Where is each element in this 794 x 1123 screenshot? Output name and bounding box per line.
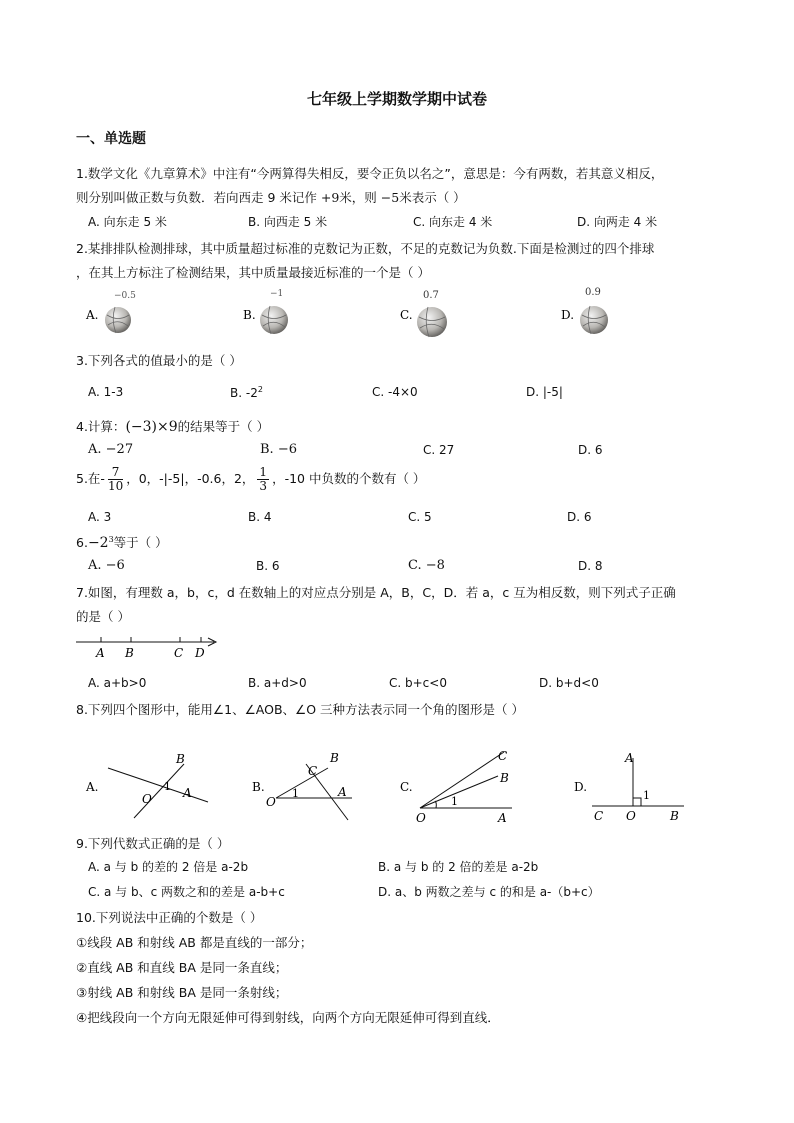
q8-figure-a[interactable] [108,752,208,818]
q6-exponent: 3 [108,534,114,544]
q4-stem [76,417,269,435]
q8-stem: 8.下列四个图形中，能用∠1、∠AOB、∠O 三种方法表示同一个角的图形是（ ） [76,702,525,717]
q8-c-label-o: O [416,811,426,825]
q8-figure-d[interactable] [592,751,684,823]
q6-option-a[interactable]: A. −6 [88,558,125,573]
q8-option-d-letter[interactable]: D. [574,780,588,794]
q6-suffix: 等于（ ） [113,535,168,550]
q6-base: −2 [87,535,109,551]
q8-d-label-1: 1 [643,789,650,802]
q5-middle: ，0，-|-5|，-0.6，2， [126,471,255,486]
q7-option-d[interactable]: D. b+d<0 [539,676,599,690]
q8-a-label-o: O [142,792,152,806]
q8-angle-figures [80,740,700,830]
q8-b-label-b: B [330,751,339,765]
q3-option-d[interactable]: D. |-5| [526,385,563,399]
q8-b-label-o: O [266,795,276,809]
q4-suffix: 的结果等于（ ） [177,419,270,434]
q4-expression: (−3)×9 [125,419,178,435]
q9-option-b[interactable]: B. a 与 b 的 2 倍的差是 a-2b [378,860,539,874]
q5-prefix: 5.在- [76,471,105,486]
q7-option-b[interactable]: B. a+d>0 [248,676,307,690]
q9-option-d[interactable]: D. a、b 两数之差与 c 的和是 a-（b+c） [378,885,600,899]
q2-option-c-letter[interactable]: C. [400,308,413,322]
q1-stem-part1: 则分别叫做正数与负数．若向西走 9 米记作 [76,190,321,205]
q7-label-d: D [195,646,205,660]
q5-frac2-denominator: 3 [259,479,268,493]
q7-option-a[interactable]: A. a+b>0 [88,676,147,690]
q1-option-d[interactable]: D. 向两走 4 米 [577,215,658,229]
q2-option-d-value: 0.9 [585,287,601,298]
q1-plus9: +9米，则 [320,190,381,205]
q6-option-b[interactable]: B. 6 [256,559,280,573]
q6-prefix: 6. [76,535,88,550]
q7-number-line [74,630,224,662]
q1-stem-line1: 1.数学文化《九章算术》中注有“今两算得失相反，要令正负以名之”，意思是：今有两数，若其意义相反， [76,166,664,181]
q7-stem-line2: 的是（ ） [76,609,130,624]
q2-ball-d-icon[interactable] [580,306,608,334]
q8-figure-c[interactable] [416,749,512,825]
q9-stem: 9.下列代数式正确的是（ ） [76,836,230,851]
q7-option-c[interactable]: C. b+c<0 [389,676,447,690]
q8-b-label-c: C [308,764,318,778]
q7-label-b: B [125,646,134,660]
q2-volleyball-figures [80,284,640,340]
q1-stem-line2 [76,188,466,206]
q7-label-c: C [174,646,184,660]
q7-label-a: A [96,646,105,660]
page-title: 七年级上学期数学期中试卷 [306,90,487,108]
q2-option-c-value: 0.7 [423,290,439,301]
q10-item-2: ②直线 AB 和直线 BA 是同一条直线； [76,960,288,975]
q3-option-b[interactable] [230,385,263,400]
q5-option-b[interactable]: B. 4 [248,510,272,524]
q2-ball-c-icon[interactable] [417,307,447,337]
q1-option-b[interactable]: B. 向西走 5 米 [248,215,328,229]
q4-option-d[interactable]: D. 6 [578,443,603,457]
q8-d-label-a: A [625,751,634,765]
q10-item-4: ④把线段向一个方向无限延伸可得到射线，向两个方向无限延伸可得到直线． [76,1010,500,1025]
q2-ball-a-icon[interactable] [105,307,131,333]
q5-suffix: ，-10 中负数的个数有（ ） [272,471,426,486]
q10-item-3: ③射线 AB 和射线 BA 是同一条射线； [76,985,288,1000]
q3-option-c[interactable]: C. -4×0 [372,385,418,399]
q8-a-label-a: A [183,786,192,800]
q4-option-c[interactable]: C. 27 [423,443,455,457]
q5-fraction-one-third [257,466,269,493]
q8-c-label-c: C [498,749,508,763]
q8-option-a-letter[interactable]: A. [86,780,99,794]
q5-frac1-numerator: 7 [108,466,123,480]
q2-option-b-value: −1 [270,289,284,299]
q7-stem-line1: 7.如图，有理数 a，b，c，d 在数轴上的对应点分别是 A，B，C，D．若 a，c 互为相反数，则下列式子正确 [76,585,676,600]
q8-option-b-letter[interactable]: B. [252,780,265,794]
q8-b-label-a: A [338,785,347,799]
q1-option-c[interactable]: C. 向东走 4 米 [413,215,493,229]
q5-frac2-numerator: 1 [259,465,268,479]
q10-stem: 10.下列说法中正确的个数是（ ） [76,910,263,925]
q9-option-a[interactable]: A. a 与 b 的差的 2 倍是 a-2b [88,860,249,874]
q8-d-label-o: O [626,809,636,823]
q8-c-label-b: B [500,771,509,785]
q5-option-c[interactable]: C. 5 [408,510,432,524]
q6-option-c[interactable]: C. −8 [408,558,445,573]
q9-option-c[interactable]: C. a 与 b、c 两数之和的差是 a-b+c [88,885,285,899]
q4-option-b[interactable]: B. −6 [260,442,297,457]
q1-minus5: −5米表示（ ） [380,190,466,205]
q8-c-label-a: A [498,811,507,825]
q6-stem [76,533,168,551]
q8-figure-b[interactable] [266,751,352,820]
q8-option-c-letter[interactable]: C. [400,780,413,794]
q8-b-label-1: 1 [292,787,299,800]
q5-option-a[interactable]: A. 3 [88,510,112,524]
q4-option-a[interactable]: A. −27 [88,442,134,457]
q2-option-b-letter[interactable]: B. [243,308,256,322]
q2-option-d-letter[interactable]: D. [561,308,575,322]
q8-a-label-1: 1 [164,780,171,793]
q2-option-a-value: −0.5 [114,291,136,301]
q4-prefix: 4.计算： [76,419,126,434]
q10-item-1: ①线段 AB 和射线 AB 都是直线的一部分； [76,935,313,950]
q1-option-a[interactable]: A. 向东走 5 米 [88,215,167,229]
q5-fraction-seven-tenths [108,466,123,493]
q8-c-label-1: 1 [451,795,458,808]
q8-d-label-c: C [594,809,604,823]
q2-stem-line2: ，在其上方标注了检测结果，其中质量最接近标准的一个是（ ） [76,265,430,280]
q6-option-d[interactable]: D. 8 [578,559,603,573]
q5-stem [76,466,425,493]
q3-option-a[interactable]: A. 1-3 [88,385,124,399]
q2-stem-line1: 2.某排排队检测排球，其中质量超过标准的克数记为正数，不足的克数记为负数.下面是检测过的四个排球 [76,241,655,256]
q5-option-d[interactable]: D. 6 [567,510,592,524]
q8-a-label-b: B [176,752,185,766]
q2-ball-b-icon[interactable] [260,306,288,334]
q8-d-label-b: B [670,809,679,823]
q5-frac1-denominator: 10 [107,479,124,493]
section-heading: 一、单选题 [76,131,146,147]
q3-stem: 3.下列各式的值最小的是（ ） [76,353,242,368]
q3-option-b-text: B. -2 [230,386,258,400]
q2-option-a-letter[interactable]: A. [86,308,99,322]
q3-option-b-exponent: 2 [257,385,263,394]
